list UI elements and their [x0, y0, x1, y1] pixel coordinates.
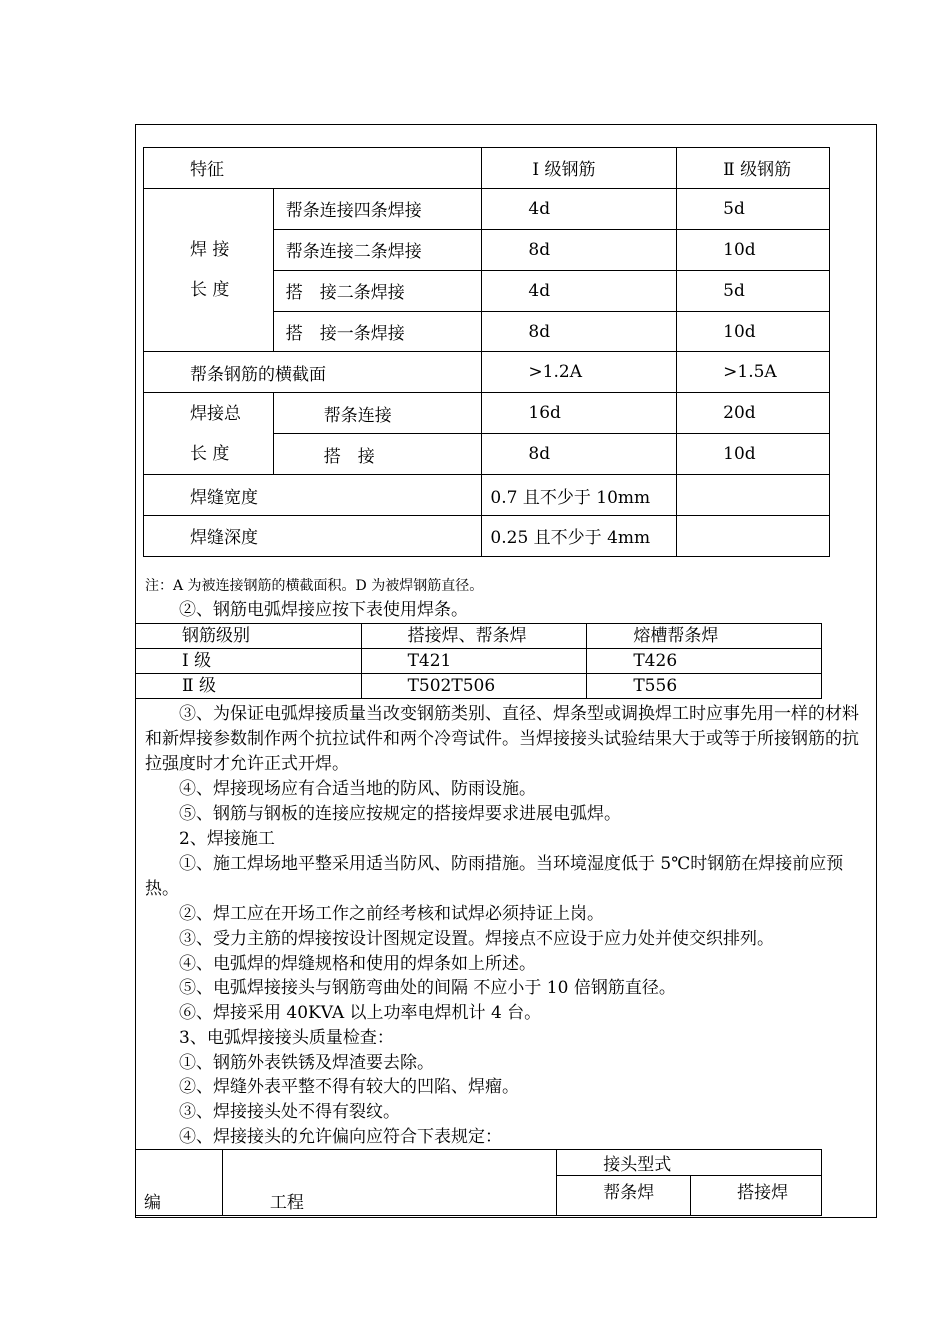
total-length-label-1: 焊接总: [190, 403, 241, 424]
table-row: [136, 624, 822, 649]
table-row: [144, 516, 830, 557]
paragraph-3: ③、为保证电弧焊接质量当改变钢筋类别、直径、焊条型或调换焊工时应事先用一样的材料和新焊接参数制作两个抗拉试件和两个冷弯试件。当焊接接头试验结果大于或等于所接钢筋的抗拉强度时才允许正式开焊。: [145, 704, 859, 774]
table-row: [144, 475, 830, 516]
weld-length-label-1: 焊 接: [190, 240, 230, 261]
section-2-title: 2、焊接施工: [179, 829, 275, 849]
section-3-item-1: ①、钢筋外表铁锈及焊渣要去除。: [179, 1053, 434, 1073]
row-name: 搭 接一条焊接: [273, 311, 482, 352]
section-3-item-4: ④、焊接接头的允许偏向应符合下表规定：: [179, 1127, 502, 1147]
seam-width-value: 0.7 且不少于 10mm: [482, 475, 677, 516]
row-g2: 10d: [677, 311, 830, 352]
row-name: 帮条连接四条焊接: [273, 188, 482, 229]
cross-section-g2: >1.5A: [677, 352, 830, 393]
row-name: 搭 接: [273, 434, 482, 475]
header-grade1: Ⅰ 级钢筋: [482, 148, 677, 189]
section-3-item-3: ③、焊接接头处不得有裂纹。: [179, 1102, 400, 1122]
section-2-item-3: ③、受力主筋的焊接按设计图规定设置。焊接点不应设于应力处并使交织排列。: [179, 929, 774, 949]
section-2-item-5: ⑤、电弧焊接接头与钢筋弯曲处的间隔 不应小于 10 倍钢筋直径。: [179, 978, 676, 998]
row-g1: 8d: [482, 434, 677, 475]
col-serial: 编: [136, 1150, 223, 1216]
row-g1: 8d: [482, 311, 677, 352]
paragraph-5: ⑤、钢筋与钢板的连接应按规定的搭接焊要求进展电弧焊。: [179, 804, 621, 824]
row-g1: 4d: [482, 188, 677, 229]
section-3-title: 3、电弧焊接接头质量检查：: [179, 1028, 394, 1048]
row-g2: 5d: [677, 270, 830, 311]
row-g1: 8d: [482, 229, 677, 270]
row-name: 帮条连接二条焊接: [273, 229, 482, 270]
total-length-label: [144, 393, 274, 475]
total-length-label-2: 长 度: [190, 443, 230, 464]
electrode-table: [135, 623, 822, 699]
header-grade2: Ⅱ 级钢筋: [677, 148, 830, 189]
section-2-item-2: ②、焊工应在开场工作之前经考核和试焊必须持证上岗。: [179, 904, 604, 924]
cross-section-g1: >1.2A: [482, 352, 677, 393]
weld-length-label-2: 长 度: [190, 280, 230, 301]
table-row: [144, 188, 830, 229]
seam-depth-value: 0.25 且不少于 4mm: [482, 516, 677, 557]
seam-width-name: 焊缝宽度: [144, 475, 482, 516]
row-name: 搭 接二条焊接: [273, 270, 482, 311]
cross-section-name: 帮条钢筋的横截面: [144, 352, 482, 393]
intro-electrode: ②、钢筋电弧焊接应按下表使用焊条。: [179, 600, 468, 620]
tolerance-table: [135, 1149, 822, 1216]
weld-length-table: [143, 147, 830, 557]
row-name: 帮条连接: [273, 393, 482, 434]
row-g1: 16d: [482, 393, 677, 434]
cell: T421: [361, 649, 587, 674]
seam-depth-name: 焊缝深度: [144, 516, 482, 557]
cell: Ⅱ 级: [136, 674, 362, 699]
section-2-item-1: ①、施工焊场地平整采用适当防风、防雨措施。当环境湿度低于 5℃时钢筋在焊接前应预热。: [145, 854, 844, 899]
seam-width-empty: [677, 475, 830, 516]
header-cell: 搭接焊、帮条焊: [361, 624, 587, 649]
cell: Ⅰ 级: [136, 649, 362, 674]
row-g2: 5d: [677, 188, 830, 229]
joint-type-header: 接头型式: [557, 1150, 822, 1176]
cell: T556: [587, 674, 822, 699]
seam-depth-empty: [677, 516, 830, 557]
bangtiao-header: 帮条焊: [557, 1176, 691, 1216]
row-g2: 10d: [677, 229, 830, 270]
table-row: [144, 393, 830, 434]
col-item: 工程: [222, 1150, 556, 1216]
header-feature: 特征: [144, 148, 482, 189]
section-2-item-4: ④、电弧焊的焊缝规格和使用的焊条如上所述。: [179, 954, 536, 974]
table-note: 注：A 为被连接钢筋的横截面积。D 为被焊钢筋直径。: [145, 578, 484, 594]
paragraph-4: ④、焊接现场应有合适当地的防风、防雨设施。: [179, 779, 536, 799]
header-cell: 钢筋级别: [136, 624, 362, 649]
table-row: [144, 148, 830, 189]
dajie-header: 搭接焊: [691, 1176, 822, 1216]
section-2-item-6: ⑥、焊接采用 40KVA 以上功率电焊机计 4 台。: [179, 1003, 542, 1023]
weld-length-label: [144, 188, 274, 352]
row-g2: 20d: [677, 393, 830, 434]
table-row: [136, 674, 822, 699]
table-row: [144, 352, 830, 393]
table-row: [136, 649, 822, 674]
row-g2: 10d: [677, 434, 830, 475]
table-row: [136, 1150, 822, 1176]
cell: T426: [587, 649, 822, 674]
header-cell: 熔槽帮条焊: [587, 624, 822, 649]
cell: T502T506: [361, 674, 587, 699]
section-3-item-2: ②、焊缝外表平整不得有较大的凹陷、焊瘤。: [179, 1077, 519, 1097]
row-g1: 4d: [482, 270, 677, 311]
